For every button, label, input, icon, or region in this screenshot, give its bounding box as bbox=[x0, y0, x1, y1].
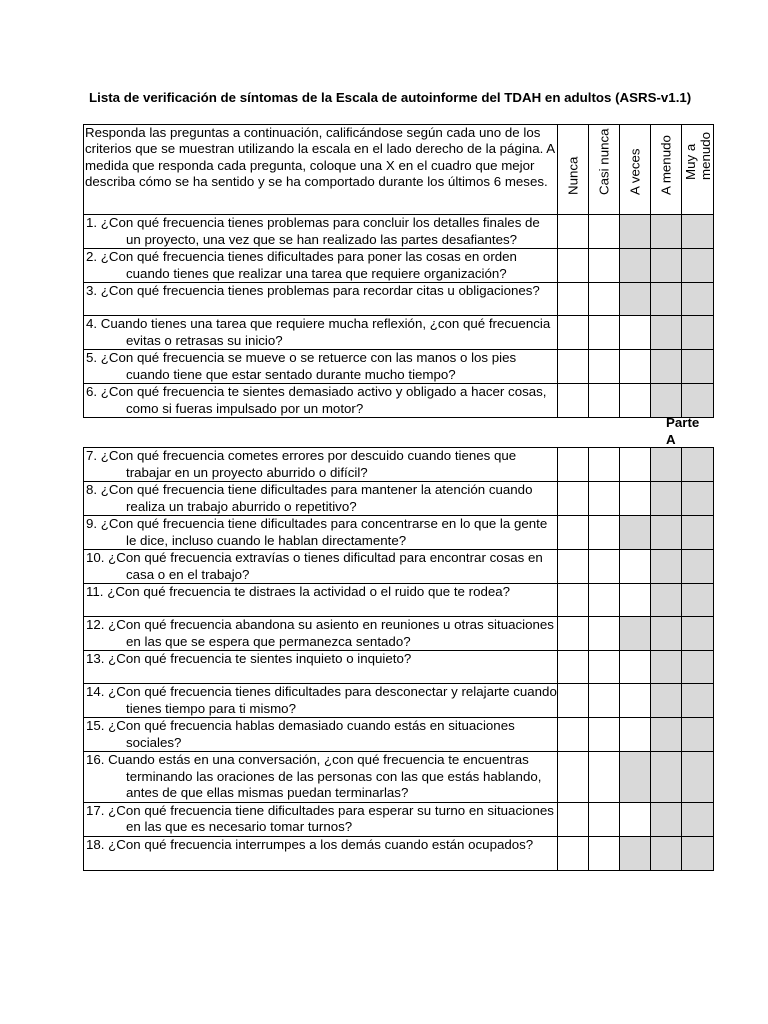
question-text: 7. ¿Con qué frecuencia cometes errores por descuido cuando tienes que trabajar en un proyecto aburrido o difícil? bbox=[84, 448, 558, 482]
answer-cell-casi-nunca[interactable] bbox=[589, 617, 620, 651]
answer-cell-casi-nunca[interactable] bbox=[589, 384, 620, 418]
answer-cell-a-veces[interactable] bbox=[620, 215, 651, 249]
answer-cell-casi-nunca[interactable] bbox=[589, 316, 620, 350]
answer-cell-a-veces[interactable] bbox=[620, 384, 651, 418]
answer-cell-casi-nunca[interactable] bbox=[589, 550, 620, 584]
answer-cell-a-menudo[interactable] bbox=[651, 316, 682, 350]
answer-cell-a-menudo[interactable] bbox=[651, 752, 682, 803]
answer-cell-a-veces[interactable] bbox=[620, 350, 651, 384]
answer-cell-nunca[interactable] bbox=[558, 752, 589, 803]
answer-cell-casi-nunca[interactable] bbox=[589, 482, 620, 516]
page-title: Lista de verificación de síntomas de la Escala de autoinforme del TDAH en adultos (ASRS-v1.1) bbox=[89, 90, 692, 105]
question-text: 17. ¿Con qué frecuencia tiene dificultades para esperar su turno en situaciones en las que es necesario tomar turnos? bbox=[84, 802, 558, 836]
question-row bbox=[84, 584, 714, 617]
answer-cell-casi-nunca[interactable] bbox=[589, 836, 620, 870]
answer-cell-a-veces[interactable] bbox=[620, 617, 651, 651]
question-text: 14. ¿Con qué frecuencia tienes dificultades para desconectar y relajarte cuando tienes tiempo para ti mismo? bbox=[84, 684, 558, 718]
answer-cell-a-veces[interactable] bbox=[620, 718, 651, 752]
answer-cell-nunca[interactable] bbox=[558, 249, 589, 283]
question-row bbox=[84, 283, 714, 316]
question-text: 13. ¿Con qué frecuencia te sientes inquieto o inquieto? bbox=[84, 651, 558, 684]
question-row bbox=[84, 350, 714, 384]
answer-cell-nunca[interactable] bbox=[558, 516, 589, 550]
answer-cell-muy-a-menudo[interactable] bbox=[682, 482, 714, 516]
scale-header-nunca: Nunca bbox=[558, 125, 589, 215]
answer-cell-casi-nunca[interactable] bbox=[589, 651, 620, 684]
question-row bbox=[84, 215, 714, 249]
answer-cell-a-veces[interactable] bbox=[620, 802, 651, 836]
answer-cell-nunca[interactable] bbox=[558, 651, 589, 684]
answer-cell-a-menudo[interactable] bbox=[651, 384, 682, 418]
answer-cell-nunca[interactable] bbox=[558, 617, 589, 651]
scale-header-a-veces: A veces bbox=[620, 125, 651, 215]
answer-cell-muy-a-menudo[interactable] bbox=[682, 718, 714, 752]
question-text: 18. ¿Con qué frecuencia interrumpes a los demás cuando están ocupados? bbox=[84, 836, 558, 870]
answer-cell-a-menudo[interactable] bbox=[651, 684, 682, 718]
answer-cell-a-menudo[interactable] bbox=[651, 516, 682, 550]
question-text: 10. ¿Con qué frecuencia extravías o tienes dificultad para encontrar cosas en casa o en el trabajo? bbox=[84, 550, 558, 584]
question-text: 9. ¿Con qué frecuencia tiene dificultades para concentrarse en lo que la gente le dice, incluso cuando le hablan directamente? bbox=[84, 516, 558, 550]
question-text: 5. ¿Con qué frecuencia se mueve o se retuerce con las manos o los pies cuando tiene que estar sentado durante mucho tiempo? bbox=[84, 350, 558, 384]
answer-cell-a-menudo[interactable] bbox=[651, 249, 682, 283]
question-text: 8. ¿Con qué frecuencia tiene dificultades para mantener la atención cuando realiza un trabajo aburrido o repetitivo? bbox=[84, 482, 558, 516]
question-text: 2. ¿Con qué frecuencia tienes dificultades para poner las cosas en orden cuando tienes que realizar una tarea que requiere organización? bbox=[84, 249, 558, 283]
answer-cell-a-veces[interactable] bbox=[620, 283, 651, 316]
question-row bbox=[84, 448, 714, 482]
question-row bbox=[84, 516, 714, 550]
answer-cell-muy-a-menudo[interactable] bbox=[682, 283, 714, 316]
answer-cell-muy-a-menudo[interactable] bbox=[682, 316, 714, 350]
answer-cell-a-veces[interactable] bbox=[620, 316, 651, 350]
answer-cell-casi-nunca[interactable] bbox=[589, 718, 620, 752]
question-row bbox=[84, 651, 714, 684]
question-row bbox=[84, 617, 714, 651]
answer-cell-muy-a-menudo[interactable] bbox=[682, 550, 714, 584]
answer-cell-muy-a-menudo[interactable] bbox=[682, 350, 714, 384]
question-text: 15. ¿Con qué frecuencia hablas demasiado cuando estás en situaciones sociales? bbox=[84, 718, 558, 752]
answer-cell-a-veces[interactable] bbox=[620, 550, 651, 584]
answer-cell-casi-nunca[interactable] bbox=[589, 215, 620, 249]
part-a-table bbox=[83, 124, 714, 418]
answer-cell-a-menudo[interactable] bbox=[651, 584, 682, 617]
answer-cell-a-menudo[interactable] bbox=[651, 215, 682, 249]
answer-cell-muy-a-menudo[interactable] bbox=[682, 684, 714, 718]
answer-cell-casi-nunca[interactable] bbox=[589, 684, 620, 718]
answer-cell-casi-nunca[interactable] bbox=[589, 249, 620, 283]
instructions: Responda las preguntas a continuación, calificándose según cada uno de los criterios que se muestran utilizando la escala en el lado derecho de la página. A medida que responda cada pregunta, coloque una X en el cuadro que mejor describa cómo se ha sentido y se ha comportado durante los últimos 6 meses. bbox=[84, 125, 558, 215]
answer-cell-casi-nunca[interactable] bbox=[589, 802, 620, 836]
answer-cell-nunca[interactable] bbox=[558, 550, 589, 584]
answer-cell-a-menudo[interactable] bbox=[651, 617, 682, 651]
answer-cell-casi-nunca[interactable] bbox=[589, 516, 620, 550]
scale-header-casi-nunca: Casi nunca bbox=[589, 125, 620, 215]
question-row bbox=[84, 384, 714, 418]
answer-cell-a-veces[interactable] bbox=[620, 752, 651, 803]
answer-cell-nunca[interactable] bbox=[558, 384, 589, 418]
question-row bbox=[84, 316, 714, 350]
answer-cell-a-veces[interactable] bbox=[620, 516, 651, 550]
scale-header-a-menudo: A menudo bbox=[651, 125, 682, 215]
answer-cell-casi-nunca[interactable] bbox=[589, 350, 620, 384]
answer-cell-a-menudo[interactable] bbox=[651, 350, 682, 384]
answer-cell-casi-nunca[interactable] bbox=[589, 584, 620, 617]
answer-cell-muy-a-menudo[interactable] bbox=[682, 215, 714, 249]
answer-cell-muy-a-menudo[interactable] bbox=[682, 651, 714, 684]
answer-cell-a-menudo[interactable] bbox=[651, 550, 682, 584]
answer-cell-casi-nunca[interactable] bbox=[589, 283, 620, 316]
answer-cell-nunca[interactable] bbox=[558, 448, 589, 482]
answer-cell-a-veces[interactable] bbox=[620, 684, 651, 718]
answer-cell-muy-a-menudo[interactable] bbox=[682, 384, 714, 418]
answer-cell-a-veces[interactable] bbox=[620, 651, 651, 684]
answer-cell-a-veces[interactable] bbox=[620, 836, 651, 870]
answer-cell-muy-a-menudo[interactable] bbox=[682, 752, 714, 803]
answer-cell-a-veces[interactable] bbox=[620, 584, 651, 617]
answer-cell-a-menudo[interactable] bbox=[651, 283, 682, 316]
question-text: 6. ¿Con qué frecuencia te sientes demasiado activo y obligado a hacer cosas, como si fueras impulsado por un motor? bbox=[84, 384, 558, 418]
answer-cell-nunca[interactable] bbox=[558, 684, 589, 718]
question-text: 11. ¿Con qué frecuencia te distraes la actividad o el ruido que te rodea? bbox=[84, 584, 558, 617]
answer-cell-nunca[interactable] bbox=[558, 350, 589, 384]
answer-cell-nunca[interactable] bbox=[558, 215, 589, 249]
question-row bbox=[84, 836, 714, 870]
answer-cell-a-veces[interactable] bbox=[620, 482, 651, 516]
answer-cell-muy-a-menudo[interactable] bbox=[682, 836, 714, 870]
question-text: 16. Cuando estás en una conversación, ¿con qué frecuencia te encuentras terminando las oraciones de las personas con las que estás hablando, antes de que ellas mismas puedan terminarlas? bbox=[84, 752, 558, 803]
answer-cell-a-menudo[interactable] bbox=[651, 448, 682, 482]
answer-cell-nunca[interactable] bbox=[558, 836, 589, 870]
question-text: 3. ¿Con qué frecuencia tienes problemas para recordar citas u obligaciones? bbox=[84, 283, 558, 316]
question-row bbox=[84, 684, 714, 718]
scale-header-muy-a-menudo: Muy a menudo bbox=[682, 125, 714, 215]
answer-cell-nunca[interactable] bbox=[558, 283, 589, 316]
answer-cell-muy-a-menudo[interactable] bbox=[682, 448, 714, 482]
answer-cell-a-menudo[interactable] bbox=[651, 482, 682, 516]
answer-cell-a-menudo[interactable] bbox=[651, 718, 682, 752]
header-row bbox=[84, 125, 714, 215]
question-row bbox=[84, 752, 714, 803]
answer-cell-a-veces[interactable] bbox=[620, 448, 651, 482]
question-text: 4. Cuando tienes una tarea que requiere mucha reflexión, ¿con qué frecuencia evitas o retrasas su inicio? bbox=[84, 316, 558, 350]
answer-cell-nunca[interactable] bbox=[558, 802, 589, 836]
answer-cell-nunca[interactable] bbox=[558, 718, 589, 752]
question-text: 12. ¿Con qué frecuencia abandona su asiento en reuniones u otras situaciones en las que se espera que permanezca sentado? bbox=[84, 617, 558, 651]
answer-cell-nunca[interactable] bbox=[558, 316, 589, 350]
answer-cell-muy-a-menudo[interactable] bbox=[682, 516, 714, 550]
part-a-label: Parte A bbox=[666, 415, 700, 447]
answer-cell-a-menudo[interactable] bbox=[651, 802, 682, 836]
part-b-table bbox=[83, 447, 714, 871]
answer-cell-muy-a-menudo[interactable] bbox=[682, 584, 714, 617]
question-row bbox=[84, 249, 714, 283]
question-text: 1. ¿Con qué frecuencia tienes problemas para concluir los detalles finales de un proyecto, una vez que se han realizado las partes desafiantes? bbox=[84, 215, 558, 249]
question-row bbox=[84, 718, 714, 752]
question-row bbox=[84, 482, 714, 516]
question-row bbox=[84, 550, 714, 584]
answer-cell-a-menudo[interactable] bbox=[651, 836, 682, 870]
answer-cell-nunca[interactable] bbox=[558, 482, 589, 516]
answer-cell-nunca[interactable] bbox=[558, 584, 589, 617]
answer-cell-muy-a-menudo[interactable] bbox=[682, 249, 714, 283]
question-row bbox=[84, 802, 714, 836]
answer-cell-muy-a-menudo[interactable] bbox=[682, 802, 714, 836]
answer-cell-casi-nunca[interactable] bbox=[589, 448, 620, 482]
answer-cell-muy-a-menudo[interactable] bbox=[682, 617, 714, 651]
answer-cell-a-menudo[interactable] bbox=[651, 651, 682, 684]
answer-cell-casi-nunca[interactable] bbox=[589, 752, 620, 803]
answer-cell-a-veces[interactable] bbox=[620, 249, 651, 283]
